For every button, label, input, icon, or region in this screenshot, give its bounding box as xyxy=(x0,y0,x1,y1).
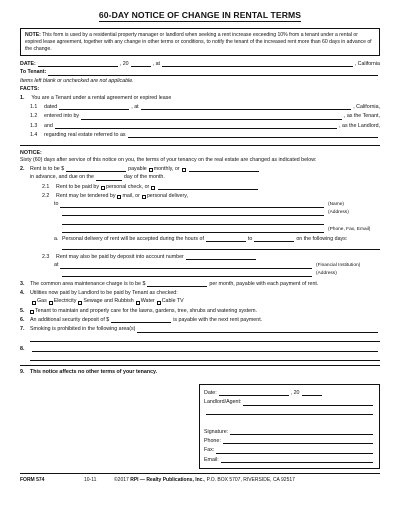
hours-from-field[interactable] xyxy=(206,236,246,242)
landlord-agent-field-2[interactable] xyxy=(206,409,373,415)
due-row: in advance, and due on the day of the month. xyxy=(30,174,165,181)
security-deposit-field[interactable] xyxy=(111,317,171,323)
fact-1-3: 1.3 and , as the Landlord, xyxy=(30,122,380,129)
date-label: DATE: xyxy=(20,61,36,68)
utility-checkbox[interactable] xyxy=(78,301,82,305)
notice-intro: Sixty (60) days after service of this notice on you, the terms of your tenancy on the real estate are changed as indicated below: xyxy=(20,156,317,163)
date-row: DATE: , 20 , at , California xyxy=(20,61,380,68)
signature-year-field[interactable] xyxy=(302,390,322,396)
tender-name-row: to (Name) xyxy=(54,201,344,208)
tender-phone-field[interactable] xyxy=(62,227,324,233)
fact-1-text: You are a Tenant under a rental agreement or expired lease xyxy=(31,94,172,101)
utility-checkbox[interactable] xyxy=(32,301,36,305)
item-5: 5. Tenant to maintain and properly care for the lawns, gardens, tree, shrubs and watering system. xyxy=(20,307,257,314)
form-version: 10-11 xyxy=(84,477,97,483)
delivery-days-field[interactable] xyxy=(62,244,380,250)
cam-charge-field[interactable] xyxy=(147,281,207,287)
utility-checkbox[interactable] xyxy=(49,301,53,305)
notice-heading: NOTICE: xyxy=(20,150,42,157)
tender-name-field[interactable] xyxy=(60,202,324,208)
property-field[interactable] xyxy=(128,132,378,138)
mail-checkbox[interactable] xyxy=(117,195,121,199)
item-8-field-2[interactable] xyxy=(30,355,380,361)
smoking-area-field[interactable] xyxy=(137,327,378,333)
fact-1-2: 1.2 entered into by , as the Tenant, xyxy=(30,113,380,120)
signature-date-field[interactable] xyxy=(219,390,289,396)
rent-amount-field[interactable] xyxy=(66,166,126,172)
rule-2-1: 2.1 Rent to be paid by personal check, or xyxy=(20,184,380,190)
to-tenant-label: To Tenant: xyxy=(20,69,47,76)
agreement-location-field[interactable] xyxy=(141,104,352,110)
account-number-field[interactable] xyxy=(186,254,256,260)
tenant-row xyxy=(20,69,380,75)
fact-1-1: 1.1 dated , at , California, xyxy=(30,103,380,110)
smoking-area-field-2[interactable] xyxy=(30,336,380,342)
item-7: 7. Smoking is prohibited in the following area(s) xyxy=(20,326,380,332)
tender-address-field-2[interactable] xyxy=(62,219,324,225)
institution-address-row: (Address) xyxy=(20,271,380,277)
note-text: This form is used by a residential property manager or landlord when seeking a rent increase exceeding 10% from a tenant under a rental or expired lease agreement, together with any change in other terms or conditions, to notify the tenant of the increased rent more than 60 days in advance of the change. xyxy=(25,32,372,52)
rent-row: 2. Rent is to be $ payable monthly, or xyxy=(20,166,380,172)
maintenance-checkbox[interactable] xyxy=(30,310,34,314)
item-8-field[interactable] xyxy=(32,346,378,352)
blank-items-note: Items left blank or unchecked are not applicable. xyxy=(20,77,134,84)
other-payment-field[interactable] xyxy=(158,184,258,190)
fact-1-4: 1.4 regarding real estate referred to as xyxy=(20,132,380,138)
tender-address-row-2 xyxy=(20,219,380,225)
date-field[interactable] xyxy=(38,61,118,67)
tenant-name-field[interactable] xyxy=(48,70,378,76)
item-4: 4. Utilities now paid by Landlord to be paid by Tenant as checked: xyxy=(20,290,178,297)
date-year-field[interactable] xyxy=(131,61,151,67)
form-page: 60-DAY NOTICE OF CHANGE IN RENTAL TERMS NOTE: This form is used by a residential property manager or landlord when seeking a rent increase exceeding 10% from a tenant under a rental or expired lease agreement, together with any change in other terms or conditions, to notify the tenant of the increased rent more than 60 days in advance of the change. DATE: , 20 , at , California To Tenant: Items left blank or unchecked are not applicable. FACTS: 1. You are a Tenant under a rental agreement or expired lease 1.1 dated , at , California, 1.2 entered into by , as the Tenant, 1.3 and , as the Landlord, 1.4 regarding real estate referred to as NOTICE: Sixty (60) days after service of this notice on you, the terms of your tenancy on the real estate are changed as indicated below: 2. Rent is to be $ payable monthly, or in advance, and due on the day of the month. 2.1 Rent to be paid by personal check, or 2.2 Rent may be tendered by mail, or personal delivery, to (Name) (Address) (Phone, Fax, Email) a. Personal delivery of rent will be accepted during the hours of to on the following days: 2.3 Rent may also be paid by deposit into account number at (Financial Institution) (Address) 3. The common area maintenance charge is to be $ per month, payable with each payment of rent. 4. Utilities now paid by Landlord to be paid by Tenant as checked: Gas Electricity Sewage and Rubbish Water Cable TV 5. Tenant to maintain and properly care for the lawns, gardens, tree, shrubs and watering system. 6. An additional security deposit of $ is payable with the next rent payment. 7. Smoking is prohibited in the following area(s) 8. 9. This notice affects no other terms of your tenancy. Date: , 20 Landlord/Agent: Signature: Phone: Fax: Email: FORM 574 10-11 ©2017 RPI — Realty Publications, Inc., P.O. BOX 5707, RIVERSIDE, CA 92517 xyxy=(20,10,380,483)
hours-to-field[interactable] xyxy=(254,236,294,242)
property-field-line-2[interactable] xyxy=(20,140,380,146)
item-3: 3. The common area maintenance charge is to be $ per month, payable with each payment of rent. xyxy=(20,280,319,287)
phone-field[interactable] xyxy=(223,438,373,444)
agreement-date-field[interactable] xyxy=(59,104,129,110)
delivery-checkbox[interactable] xyxy=(142,195,146,199)
tender-phone-row: (Phone, Fax, Email) xyxy=(20,227,380,233)
item-9: 9. This notice affects no other terms of your tenancy. xyxy=(20,369,158,376)
fax-field[interactable] xyxy=(216,448,373,454)
utilities-row: Gas Electricity Sewage and Rubbish Water Cable TV xyxy=(20,298,380,304)
other-period-field[interactable] xyxy=(189,166,259,172)
monthly-checkbox[interactable] xyxy=(149,168,153,172)
institution-row: at (Financial Institution) xyxy=(54,262,361,269)
date-location-field[interactable] xyxy=(162,61,353,67)
check-checkbox[interactable] xyxy=(101,186,105,190)
form-footer xyxy=(20,473,380,483)
tenant-party-field[interactable] xyxy=(81,114,342,120)
note-box xyxy=(20,28,380,56)
item-8: 8. xyxy=(20,346,380,352)
other-payment-checkbox[interactable] xyxy=(151,186,155,190)
form-title: 60-DAY NOTICE OF CHANGE IN RENTAL TERMS xyxy=(99,10,301,22)
note-label: NOTE: xyxy=(25,32,41,39)
rule-2-3: 2.3 Rent may also be paid by deposit into account number xyxy=(20,254,380,260)
institution-address-field[interactable] xyxy=(62,271,312,277)
signature-field[interactable] xyxy=(230,429,373,435)
form-number: FORM 574 xyxy=(20,477,45,483)
item-6: 6. An additional security deposit of $ is payable with the next rent payment. xyxy=(20,317,263,324)
delivery-hours-row: a. Personal delivery of rent will be accepted during the hours of to on the following days: xyxy=(54,235,348,242)
landlord-party-field[interactable] xyxy=(55,123,337,129)
tender-address-row: (Address) xyxy=(20,210,380,216)
copyright: ©2017 RPI — Realty Publications, Inc., P.O. BOX 5707, RIVERSIDE, CA 92517 xyxy=(114,477,295,483)
rule-2-2: 2.2 Rent may be tendered by mail, or personal delivery, xyxy=(42,192,188,199)
institution-field[interactable] xyxy=(60,263,312,269)
due-day-field[interactable] xyxy=(96,175,122,181)
tender-address-field[interactable] xyxy=(62,210,324,216)
utility-checkbox[interactable] xyxy=(157,301,161,305)
facts-heading: FACTS: xyxy=(20,86,40,93)
signature-box: Date: , 20 Landlord/Agent: Signature: Phone: Fax: Email: xyxy=(199,384,380,469)
other-period-checkbox[interactable] xyxy=(182,168,186,172)
email-field[interactable] xyxy=(221,457,373,463)
landlord-agent-field[interactable] xyxy=(243,400,373,406)
utility-checkbox[interactable] xyxy=(136,301,140,305)
